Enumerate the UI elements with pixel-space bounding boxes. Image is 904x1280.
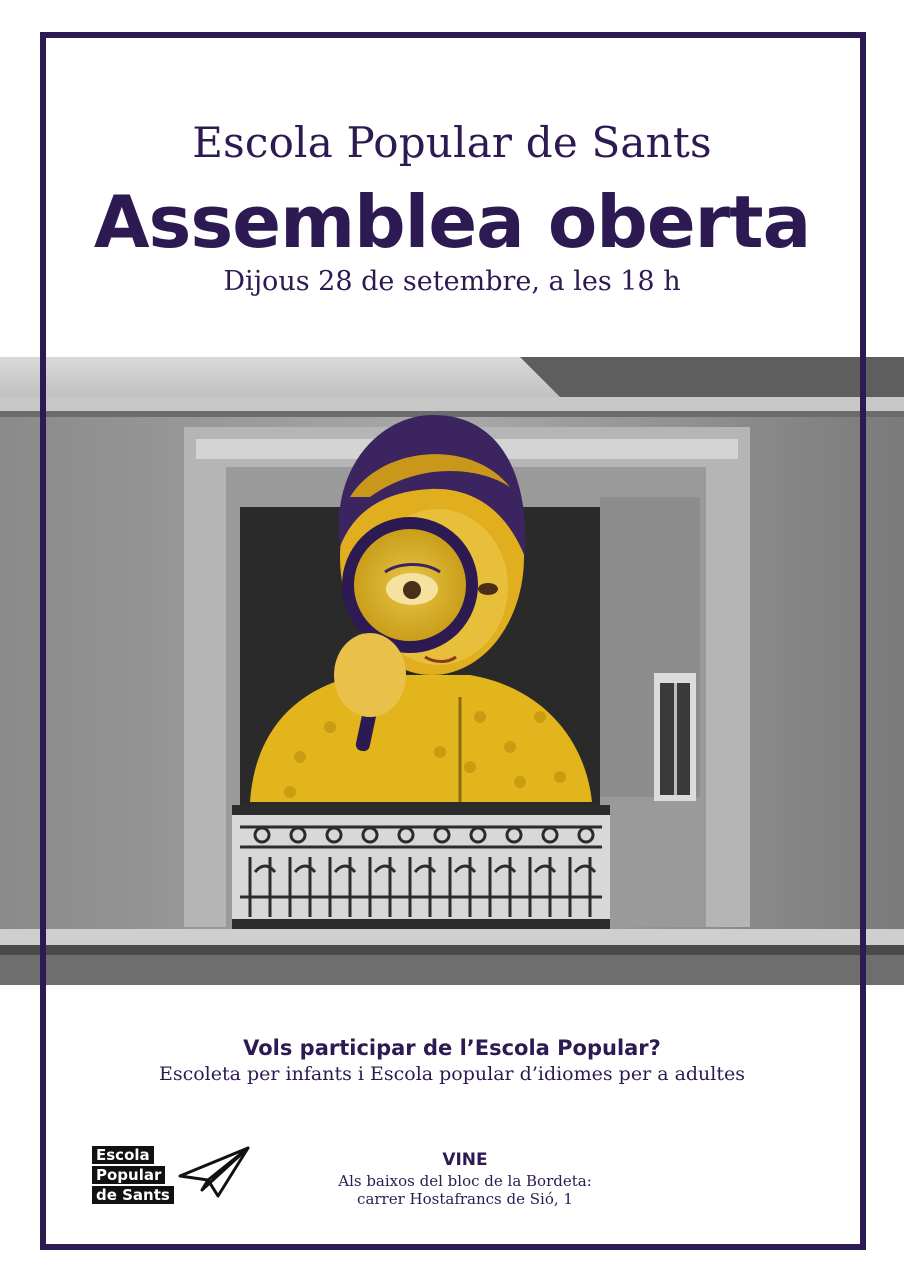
paper-plane-icon — [178, 1146, 250, 1202]
logo-line-3: de Sants — [92, 1186, 174, 1204]
cta-come: VINE — [442, 1150, 488, 1170]
poster-title: Assemblea oberta — [93, 180, 811, 264]
program-description: Escoleta per infants i Escola popular d’idiomes per a adultes — [158, 1063, 745, 1085]
participation-question: Vols participar de l’Escola Popular? — [243, 1036, 661, 1060]
poster-photo — [0, 357, 904, 985]
balcony-railing — [232, 805, 610, 929]
logo-line-2: Popular — [92, 1166, 165, 1184]
event-address — [280, 1172, 650, 1208]
school-logo — [92, 1146, 252, 1212]
event-date: Dijous 28 de setembre, a les 18 h — [223, 266, 681, 297]
organization-name: Escola Popular de Sants — [192, 118, 712, 167]
address-line-2: carrer Hostafrancs de Sió, 1 — [357, 1190, 573, 1208]
address-line-1: Als baixos del bloc de la Bordeta: — [338, 1172, 592, 1190]
logo-line-1: Escola — [92, 1146, 154, 1164]
